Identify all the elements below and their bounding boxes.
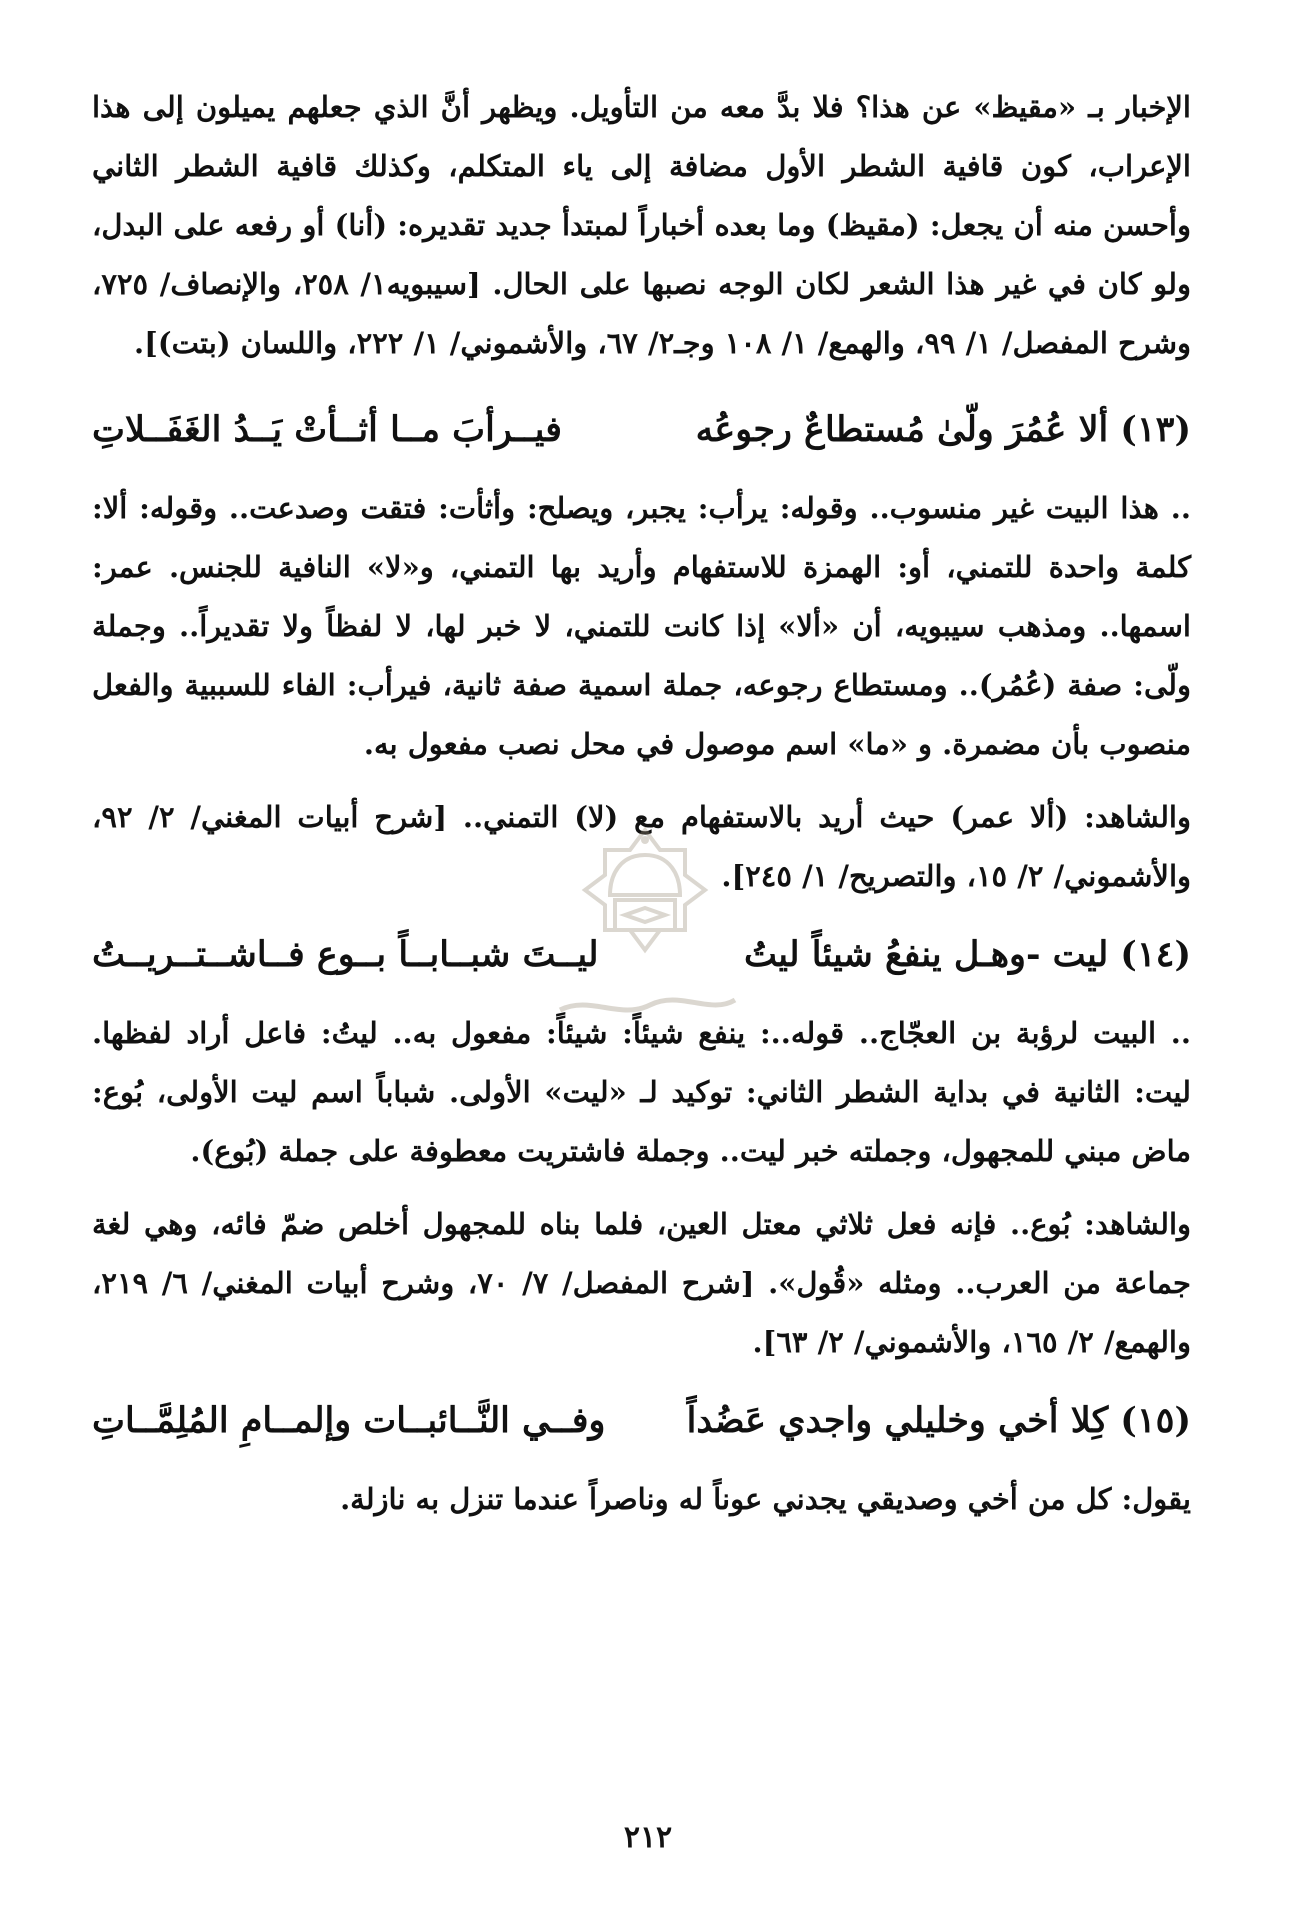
paragraph-2: .. هذا البيت غير منسوب.. وقوله: يرأب: يجبر، ويصلح: وأثأت: فتقت وصدعت.. وقوله: ألا: كلمة واحدة للتمني، أو: الهمزة للاستفهام وأريد بها التمني، و«لا» النافية للجنس. عمر: اسمها.. ومذهب سيبويه، أن «ألا» إذا كانت للتمني، لا خبر لها، لا لفظاً ولا تقديراً.. وجملة ولّى: صفة (عُمُر).. ومستطاع رجوعه، جملة اسمية صفة ثانية، فيرأب: الفاء للسببية والفعل منصوب بأن مضمرة. و «ما» اسم موصول في محل نصب مفعول به. (92, 491, 1191, 761)
verse-13 (92, 395, 1191, 465)
verse-14-number: (١٤) (1120, 934, 1191, 975)
paragraph-3: والشاهد: (ألا عمر) حيث أريد بالاستفهام مع (لا) التمني.. [شرح أبيات المغني/ ٢/ ٩٢، والأشموني/ ٢/ ١٥، والتصريح/ ١/ ٢٤٥]. (92, 800, 1191, 893)
paragraph-5: والشاهد: بُوع.. فإنه فعل ثلاثي معتل العين، فلما بناه للمجهول أخلص ضمّ فائه، وهي لغة جماعة من العرب.. ومثله «قُول». [شرح المفصل/ ٧/ ٧٠، وشرح أبيات المغني/ ٦/ ٢١٩، والهمع/ ٢/ ١٦٥، والأشموني/ ٢/ ٦٣]. (92, 1207, 1191, 1359)
verse-14-first-hemistich (744, 920, 1191, 990)
verse-13-first-text: ألا عُمُرَ ولّىٰ مُستطاعٌ رجوعُه (695, 409, 1109, 450)
verse-14-first-text: ليت -وهـل ينفعُ شيئاً ليتُ (743, 934, 1109, 975)
verse-15-first-text: كِلا أخي وخليلي واجدي عَضُداً (686, 1400, 1109, 1441)
page-number: ٢١٢ (623, 1820, 673, 1855)
verse-13-second-hemistich: فيــرأبَ مــا أثــأتْ يَــدُ الغَفَــلاتِ (92, 409, 562, 450)
verse-14 (92, 920, 1191, 990)
verse-15-first-hemistich (687, 1386, 1191, 1456)
verse-15-second-hemistich: وفــي النَّــائبــات وإلمــامِ المُلِمَّــاتِ (92, 1400, 606, 1441)
verse-13-number: (١٣) (1120, 409, 1191, 450)
paragraph-4: .. البيت لرؤبة بن العجّاج.. قوله..: ينفع شيئاً: شيئاً: مفعول به.. ليتُ: فاعل أراد لفظها. ليت: الثانية في بداية الشطر الثاني: توكيد لـ «ليت» الأولى. شباباً اسم ليت الأولى، بُوع: ماض مبني للمجهول، وجملته خبر ليت.. وجملة فاشتريت معطوفة على جملة (بُوع). (92, 1016, 1191, 1168)
page-content (92, 78, 1191, 1529)
paragraph-1: الإخبار بـ «مقيظ» عن هذا؟ فلا بدَّ معه من التأويل. ويظهر أنَّ الذي جعلهم يميلون إلى هذا الإعراب، كون قافية الشطر الأول مضافة إلى ياء المتكلم، وكذلك قافية الشطر الثاني وأحسن منه أن يجعل: (مقيظ) وما بعده أخباراً لمبتدأ جديد تقديره: (أنا) أو رفعه على البدل، ولو كان في غير هذا الشعر لكان الوجه نصبها على الحال. [سيبويه١/ ٢٥٨، والإنصاف/ ٧٢٥، وشرح المفصل/ ١/ ٩٩، والهمع/ ١/ ١٠٨ وجـ٢/ ٦٧، والأشموني/ ١/ ٢٢٢، واللسان (بتت)]. (92, 90, 1191, 360)
verse-15 (92, 1386, 1191, 1456)
paragraph-6: يقول: كل من أخي وصديقي يجدني عوناً له وناصراً عندما تنزل به نازلة. (340, 1482, 1191, 1516)
verse-13-first-hemistich (696, 395, 1191, 465)
verse-14-second-hemistich: ليــتَ شبــابــاً بــوع فــاشــتــريــتُ (92, 934, 599, 975)
verse-15-number: (١٥) (1120, 1400, 1191, 1441)
